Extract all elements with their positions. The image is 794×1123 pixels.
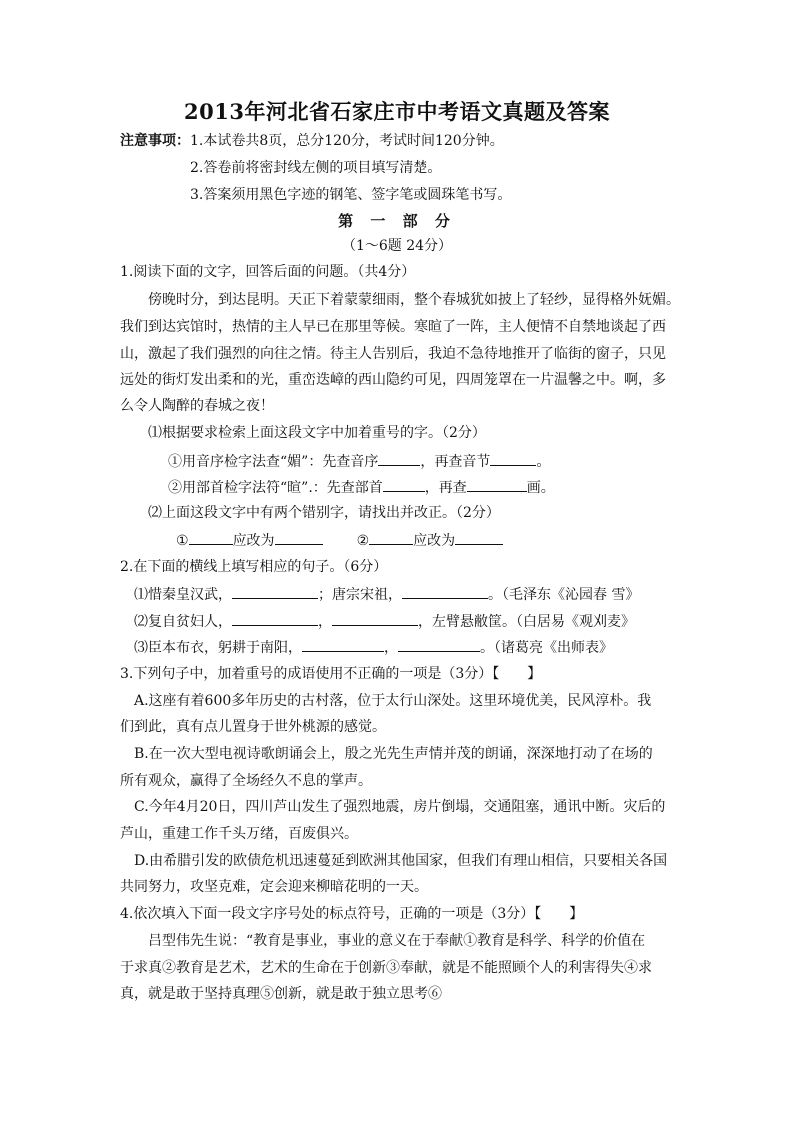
q2-line-1 (134, 584, 639, 605)
q1-sub2b-mid: 应改为 (413, 533, 456, 549)
notice-line-1 (120, 131, 504, 151)
q2-l1-b: ；唐宗宋祖， (318, 587, 402, 603)
q1-sub2a-num: ① (176, 533, 189, 549)
q1-passage-line-2: 我们到达宾馆时，热情的主人早已在那里等候。寒暄了一阵，主人便情不自禁地谈起了西 (120, 319, 666, 335)
q4-passage-line-3: 真，就是敢于坚持真理⑤创新，就是敢于独立思考⑥ (120, 986, 442, 1002)
answer-blank[interactable] (398, 637, 480, 652)
answer-blank[interactable] (189, 530, 233, 545)
answer-blank[interactable] (275, 530, 323, 545)
q1-passage-line-5: 么令人陶醉的春城之夜！ (120, 398, 274, 414)
q3-stem: 3.下列句子中，加着重号的成语使用不正确的一项是（3分）【 】 (120, 666, 542, 682)
answer-blank[interactable] (383, 477, 425, 492)
q1-sub1: ⑴根据要求检索上面这段文字中加着重号的字。（2分） (148, 425, 486, 441)
q1-sub2: ⑵上面这段文字中有两个错别字，请找出并改正。（2分） (148, 505, 500, 521)
q2-l2-c: ，左臂悬敝筐。（白居易《观刈麦》 (418, 614, 635, 630)
q1-sub2b-num: ② (356, 533, 370, 549)
q2-line-3 (134, 637, 613, 658)
part-subheading: （1～6题 24分） (341, 238, 453, 254)
q1-sub1a-mid: ，再查音节 (420, 454, 491, 470)
answer-blank[interactable] (490, 451, 536, 466)
q1-sub1a-text: ①用音序检字法查“媚”：先查音序 (168, 454, 379, 470)
q3-option-a-line-2: 们到此，真有点儿置身于世外桃源的感觉。 (120, 719, 386, 735)
q3-option-c-line-2: 芦山，重建工作千头万绪，百废俱兴。 (120, 826, 358, 842)
q1-sub1b-end: 画。 (526, 480, 555, 496)
answer-blank[interactable] (402, 584, 488, 599)
answer-blank[interactable] (369, 530, 413, 545)
q1-sub1a (168, 451, 550, 472)
q3-option-b-line-2: 所有观众，赢得了全场经久不息的掌声。 (120, 773, 372, 789)
q1-passage-line-1: 傍晚时分，到达昆明。天正下着蒙蒙细雨，整个春城犹如披上了轻纱，显得格外妩媚。 (148, 292, 680, 308)
q4-passage-line-2: 于求真②教育是艺术，艺术的生命在于创新③奉献，就是不能照顾个人的利害得失④求 (120, 960, 652, 976)
q3-option-c-line-1: C.今年4月20日，四川芦山发生了强烈地震，房片倒塌，交通阻塞，通讯中断。灾后的 (134, 799, 666, 815)
notice-label: 注意事项： (120, 133, 190, 149)
q2-line-2 (134, 611, 635, 632)
answer-blank[interactable] (232, 584, 318, 599)
q2-l3-c: 。（诸葛亮《出师表》 (480, 640, 613, 656)
q2-l3-a: ⑶臣本布衣，躬耕于南阳， (134, 640, 302, 656)
q3-option-d-line-2: 共同努力，攻坚克难，定会迎来柳暗花明的一天。 (120, 879, 428, 895)
notice-item-3: 3.答案须用黑色字迹的钢笔、签字笔或圆珠笔书写。 (190, 187, 512, 203)
answer-blank[interactable] (455, 530, 503, 545)
q4-stem: 4.依次填入下面一段文字序号处的标点符号，正确的一项是（3分）【 】 (120, 906, 584, 922)
q2-l1-a: ⑴惜秦皇汉武， (134, 587, 232, 603)
q2-l1-c: 。（毛泽东《沁园春 雪》 (488, 587, 640, 603)
q1-sub2a-mid: 应改为 (232, 533, 275, 549)
q1-passage-line-4: 远处的街灯发出柔和的光，重峦迭嶂的西山隐约可见，四周笼罩在一片温馨之中。啊，多 (120, 372, 666, 388)
q1-sub1a-end: 。 (536, 454, 551, 470)
answer-blank[interactable] (232, 611, 318, 626)
q1-sub2-answers (176, 530, 503, 551)
q2-l3-b: ， (384, 640, 398, 656)
q1-stem: 1.阅读下面的文字，回答后面的问题。（共4分） (120, 264, 416, 280)
notice-item-2: 2.答卷前将密封线左侧的项目填写清楚。 (190, 160, 442, 176)
q1-sub1b (168, 477, 555, 498)
q2-stem: 2.在下面的横线上填写相应的句子。（6分） (120, 559, 388, 575)
document-title: 2013年河北省石家庄市中考语文真题及答案 (184, 99, 610, 124)
answer-blank[interactable] (302, 637, 384, 652)
q1-passage-line-3: 山，激起了我们强烈的向往之情。待主人告别后，我迫不急待地推开了临街的窗子，只见 (120, 346, 666, 362)
answer-blank[interactable] (332, 611, 418, 626)
q2-l2-a: ⑵复自贫妇人， (134, 614, 232, 630)
q1-sub1b-mid: ，再查 (424, 480, 467, 496)
q3-option-d-line-1: D.由希腊引发的欧债危机迅速蔓延到欧洲其他国家，但我们有理山相信，只要相关各国 (134, 853, 668, 869)
q3-option-a-line-1: A.这座有着600多年历史的古村落，位于太行山深处。这里环境优美，民风淳朴。我 (134, 693, 652, 709)
q4-passage-line-1: 吕型伟先生说：“教育是事业，事业的意义在于奉献①教育是科学、科学的价值在 (148, 933, 646, 949)
part-heading: 第 一 部 分 (338, 212, 456, 230)
q3-option-b-line-1: B.在一次大型电视诗歌朗诵会上，殷之光先生声情并茂的朗诵，深深地打动了在场的 (134, 746, 653, 762)
notice-item-1: 1.本试卷共8页，总分120分，考试时间120分钟。 (190, 133, 504, 149)
q1-sub1b-text: ②用部首检字法符“暄”.：先查部首 (168, 480, 383, 496)
answer-blank[interactable] (378, 451, 420, 466)
answer-blank[interactable] (467, 477, 527, 492)
q2-l2-b: ， (318, 614, 332, 630)
